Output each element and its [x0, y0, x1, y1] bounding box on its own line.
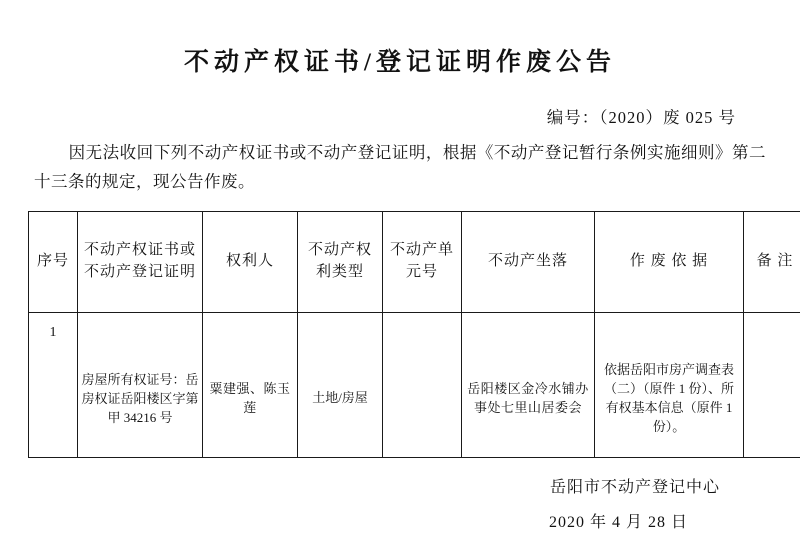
cell-unit-number — [383, 312, 462, 457]
cell-basis-value: 依据岳阳市房产调查表（二）（原件 1 份）、所有权基本信息（原件 1 份）。 — [598, 361, 740, 436]
cell-owner-value: 粟建强、陈玉莲 — [206, 380, 294, 418]
table-body — [29, 312, 800, 457]
table-header — [29, 211, 800, 312]
cell-certificate-value: 房屋所有权证号：岳房权证岳阳楼区字第甲 34216 号 — [81, 371, 199, 428]
cell-owner — [203, 312, 298, 457]
header-owner: 权利人 — [203, 211, 298, 312]
cell-certificate — [78, 312, 203, 457]
header-unit-number: 不动产单元号 — [383, 211, 462, 312]
header-seq: 序号 — [29, 211, 78, 312]
header-location: 不动产坐落 — [462, 211, 595, 312]
cell-right-type-value: 土地/房屋 — [301, 389, 379, 408]
table-header-row — [29, 211, 800, 312]
document-number-value: （2020）废 025 号 — [599, 108, 736, 127]
issue-date: 2020 年 4 月 28 日 — [28, 509, 772, 532]
header-basis: 作 废 依 据 — [595, 211, 744, 312]
cell-location-value: 岳阳楼区金冷水铺办事处七里山居委会 — [465, 380, 591, 418]
document-number-label: 编号： — [547, 108, 600, 127]
void-notice-table — [28, 211, 800, 458]
cell-note — [744, 312, 800, 457]
document-page — [0, 42, 800, 551]
header-certificate: 不动产权证书或不动产登记证明 — [78, 211, 203, 312]
cell-seq — [29, 312, 78, 457]
cell-right-type — [298, 312, 383, 457]
table-row — [29, 312, 800, 457]
issuer-signature: 岳阳市不动产登记中心 — [28, 474, 772, 497]
page-title: 不动产权证书/登记证明作废公告 — [28, 42, 772, 78]
intro-paragraph — [28, 139, 772, 197]
cell-basis — [595, 312, 744, 457]
cell-location — [462, 312, 595, 457]
header-right-type: 不动产权利类型 — [298, 211, 383, 312]
intro-text: 因无法收回下列不动产权证书或不动产登记证明，根据《不动产登记暂行条例实施细则》第二十三条的规定，现公告作废。 — [34, 143, 766, 191]
document-number — [28, 104, 772, 128]
cell-seq-value: 1 — [32, 323, 74, 343]
header-note: 备 注 — [744, 211, 800, 312]
